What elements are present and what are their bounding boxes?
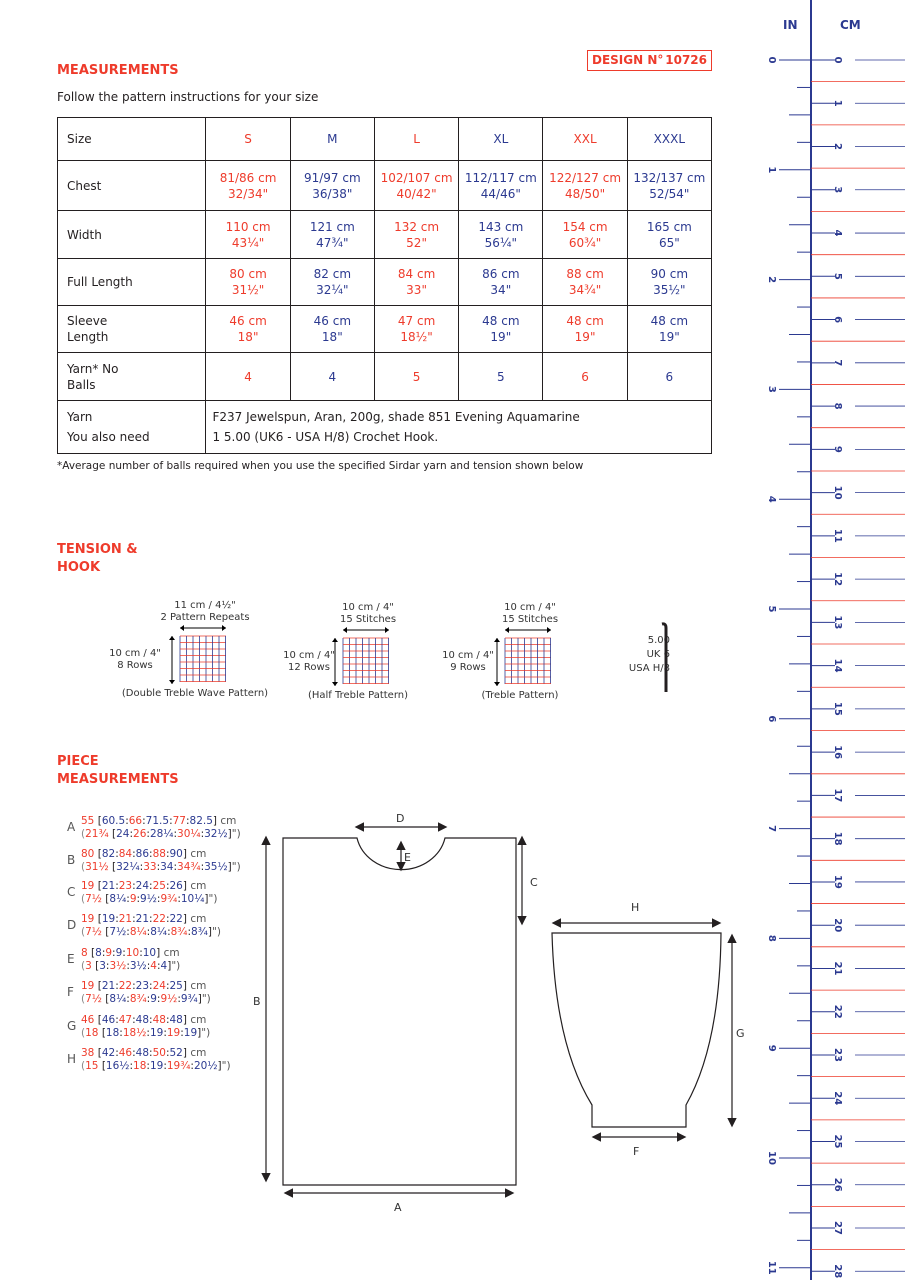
swatch-caption: (Half Treble Pattern) bbox=[307, 690, 409, 701]
svg-text:11: 11 bbox=[832, 528, 843, 543]
swatch-grid-icon bbox=[493, 626, 553, 688]
svg-text:0: 0 bbox=[766, 56, 777, 64]
svg-text:G: G bbox=[736, 1027, 745, 1040]
svg-text:20: 20 bbox=[832, 918, 843, 933]
size-XL: XL bbox=[459, 118, 543, 161]
row-label: Full Length bbox=[58, 259, 206, 306]
size-XXL: XXL bbox=[543, 118, 627, 161]
yarn-value: F237 Jewelspun, Aran, 200g, shade 851 Evening Aquamarine bbox=[212, 410, 580, 424]
swatch-side: 10 cm / 4" 9 Rows bbox=[442, 650, 494, 673]
svg-text:8: 8 bbox=[766, 934, 777, 942]
cell: 112/117 cm 44/46" bbox=[459, 161, 543, 211]
svg-text:7: 7 bbox=[832, 359, 843, 367]
svg-text:4: 4 bbox=[766, 495, 777, 503]
size-header-row bbox=[58, 118, 712, 161]
svg-text:12: 12 bbox=[832, 572, 843, 587]
svg-text:26: 26 bbox=[832, 1177, 843, 1192]
cell: 46 cm 18" bbox=[206, 306, 290, 353]
table-row bbox=[58, 353, 712, 401]
svg-text:18: 18 bbox=[832, 831, 843, 846]
table-row bbox=[58, 306, 712, 353]
design-number-box bbox=[587, 50, 712, 71]
svg-text:25: 25 bbox=[832, 1134, 843, 1149]
cell: 5 bbox=[374, 353, 458, 401]
svg-text:E: E bbox=[404, 851, 411, 864]
swatch-grid-icon bbox=[168, 624, 228, 686]
cell: 122/127 cm 48/50" bbox=[543, 161, 627, 211]
svg-text:15: 15 bbox=[832, 701, 843, 716]
cell: 48 cm 19" bbox=[459, 306, 543, 353]
ruler-in-label: IN bbox=[783, 18, 798, 32]
cell: 48 cm 19" bbox=[627, 306, 711, 353]
piece-measure-C: C 19 [21:23:24:25:26] cm (7½ [8¼:9:9½:9¾:10¼]") bbox=[67, 880, 218, 905]
svg-text:5: 5 bbox=[766, 605, 777, 613]
cell: 5 bbox=[459, 353, 543, 401]
cell: 48 cm 19" bbox=[543, 306, 627, 353]
size-S: S bbox=[206, 118, 290, 161]
svg-text:C: C bbox=[530, 876, 538, 889]
footnote: *Average number of balls required when you use the specified Sirdar yarn and tension shown below bbox=[57, 460, 584, 472]
row-label: Chest bbox=[58, 161, 206, 211]
cell: 6 bbox=[543, 353, 627, 401]
cell: 47 cm 18½" bbox=[374, 306, 458, 353]
size-L: L bbox=[374, 118, 458, 161]
cell: 88 cm 34¾" bbox=[543, 259, 627, 306]
cell: 154 cm 60¾" bbox=[543, 211, 627, 259]
cell: 46 cm 18" bbox=[290, 306, 374, 353]
svg-text:19: 19 bbox=[832, 874, 843, 889]
table-row bbox=[58, 211, 712, 259]
svg-text:0: 0 bbox=[832, 56, 843, 64]
piece-measure-A: A 55 [60.5:66:71.5:77:82.5] cm (21¾ [24:26:28¼:30¼:32½]") bbox=[67, 815, 241, 840]
svg-text:3: 3 bbox=[766, 385, 777, 393]
cell: 132/137 cm 52/54" bbox=[627, 161, 711, 211]
cell: 121 cm 47¾" bbox=[290, 211, 374, 259]
cell: 110 cm 43¼" bbox=[206, 211, 290, 259]
svg-text:10: 10 bbox=[766, 1151, 777, 1165]
piece-measure-D: D 19 [19:21:21:22:22] cm (7½ [7½:8¼:8¼:8¾:8¾]") bbox=[67, 913, 221, 938]
tension-swatch: 11 cm / 4½" 2 Pattern Repeats bbox=[160, 600, 250, 623]
cell: 6 bbox=[627, 353, 711, 401]
svg-text:3: 3 bbox=[832, 186, 843, 194]
size-XXXL: XXXL bbox=[627, 118, 711, 161]
size-label: Size bbox=[58, 118, 206, 161]
cell: 86 cm 34" bbox=[459, 259, 543, 306]
swatch-grid-icon bbox=[331, 626, 391, 688]
body-panel bbox=[283, 838, 516, 1185]
need-value: 1 5.00 (UK6 - USA H/8) Crochet Hook. bbox=[212, 430, 439, 444]
piece-diagram bbox=[250, 805, 750, 1215]
svg-text:2: 2 bbox=[832, 143, 843, 151]
svg-text:13: 13 bbox=[832, 615, 843, 630]
svg-text:2: 2 bbox=[766, 276, 777, 284]
svg-text:14: 14 bbox=[832, 658, 843, 673]
cell: 84 cm 33" bbox=[374, 259, 458, 306]
svg-text:28: 28 bbox=[832, 1264, 843, 1279]
svg-text:H: H bbox=[631, 901, 640, 914]
cell: 80 cm 31½" bbox=[206, 259, 290, 306]
cell: 143 cm 56¼" bbox=[459, 211, 543, 259]
measurements-intro: Follow the pattern instructions for your size bbox=[57, 90, 319, 104]
ruler bbox=[755, 0, 905, 1280]
svg-text:5: 5 bbox=[832, 272, 843, 280]
measurements-heading: MEASUREMENTS bbox=[57, 63, 179, 78]
hook-size: 5.00 UK 6 USA H/8 bbox=[628, 635, 670, 674]
yarn-row: Yarn You also need F237 Jewelspun, Aran, 200g, shade 851 Evening Aquamarine 1 5.00 (UK6 - USA H/8) Crochet Hook. bbox=[58, 401, 712, 454]
svg-text:17: 17 bbox=[832, 788, 843, 803]
cell: 91/97 cm 36/38" bbox=[290, 161, 374, 211]
svg-text:6: 6 bbox=[766, 715, 777, 723]
cell: 132 cm 52" bbox=[374, 211, 458, 259]
cell: 90 cm 35½" bbox=[627, 259, 711, 306]
svg-text:6: 6 bbox=[832, 316, 843, 324]
piece-measure-H: H 38 [42:46:48:50:52] cm (15 [16½:18:19:19¾:20½]") bbox=[67, 1047, 231, 1072]
design-label: DESIGN N° bbox=[592, 53, 664, 67]
svg-text:22: 22 bbox=[832, 1004, 843, 1019]
row-label: Yarn* No Balls bbox=[58, 353, 206, 401]
piece-measure-E: E 8 [8:9:9:10:10] cm (3 [3:3½:3½:4:4]") bbox=[67, 947, 181, 972]
svg-text:10: 10 bbox=[832, 485, 843, 500]
swatch-side: 10 cm / 4" 12 Rows bbox=[283, 650, 335, 673]
svg-text:21: 21 bbox=[832, 961, 843, 976]
svg-text:D: D bbox=[396, 812, 405, 825]
piece-measure-F: F 19 [21:22:23:24:25] cm (7½ [8¼:8¾:9:9½:9¾]") bbox=[67, 980, 211, 1005]
crochet-hook-icon bbox=[658, 620, 674, 695]
cell: 82 cm 32¼" bbox=[290, 259, 374, 306]
svg-text:27: 27 bbox=[832, 1221, 843, 1235]
svg-text:23: 23 bbox=[832, 1048, 843, 1062]
cell: 4 bbox=[290, 353, 374, 401]
svg-text:1: 1 bbox=[766, 166, 777, 174]
sleeve-panel bbox=[552, 933, 721, 1127]
svg-text:B: B bbox=[253, 995, 261, 1008]
svg-text:24: 24 bbox=[832, 1091, 843, 1106]
tension-swatch: 10 cm / 4" 15 Stitches bbox=[501, 602, 559, 625]
table-row bbox=[58, 259, 712, 306]
cell: 165 cm 65" bbox=[627, 211, 711, 259]
size-table bbox=[57, 117, 712, 454]
svg-text:1: 1 bbox=[832, 99, 843, 107]
svg-text:16: 16 bbox=[832, 745, 843, 760]
design-number: 10726 bbox=[665, 53, 707, 67]
svg-text:11: 11 bbox=[766, 1260, 777, 1275]
svg-text:4: 4 bbox=[832, 229, 843, 237]
swatch-caption: (Treble Pattern) bbox=[481, 690, 559, 701]
cell: 102/107 cm 40/42" bbox=[374, 161, 458, 211]
svg-text:9: 9 bbox=[832, 445, 843, 453]
svg-text:7: 7 bbox=[766, 825, 777, 833]
svg-text:F: F bbox=[633, 1145, 640, 1158]
svg-text:9: 9 bbox=[766, 1044, 777, 1052]
cell: 81/86 cm 32/34" bbox=[206, 161, 290, 211]
svg-text:A: A bbox=[394, 1201, 402, 1214]
tension-swatch: 10 cm / 4" 15 Stitches bbox=[339, 602, 397, 625]
swatch-side: 10 cm / 4" 8 Rows bbox=[109, 648, 161, 671]
row-label: Sleeve Length bbox=[58, 306, 206, 353]
cell: 4 bbox=[206, 353, 290, 401]
piece-measure-G: G 46 [46:47:48:48:48] cm (18 [18:18½:19:19:19]") bbox=[67, 1014, 211, 1039]
piece-measure-B: B 80 [82:84:86:88:90] cm (31½ [32¼:33:34:34¾:35½]") bbox=[67, 848, 241, 873]
svg-text:8: 8 bbox=[832, 402, 843, 410]
size-M: M bbox=[290, 118, 374, 161]
row-label: Width bbox=[58, 211, 206, 259]
piece-heading: PIECE MEASUREMENTS bbox=[57, 754, 179, 787]
table-row bbox=[58, 161, 712, 211]
tension-heading: TENSION & HOOK bbox=[57, 542, 138, 575]
ruler-cm-label: CM bbox=[840, 18, 861, 32]
swatch-caption: (Double Treble Wave Pattern) bbox=[121, 688, 269, 699]
